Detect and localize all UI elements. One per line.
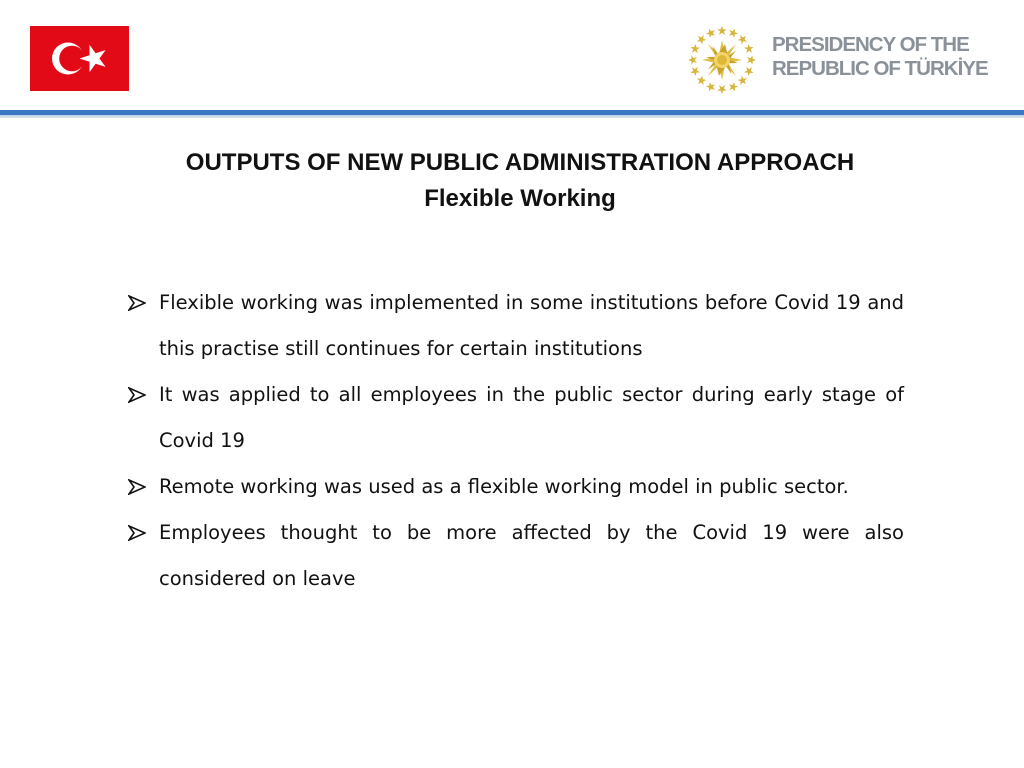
arrow-bullet-icon: [128, 387, 146, 403]
arrow-bullet-icon: [128, 295, 146, 311]
slide-title: OUTPUTS OF NEW PUBLIC ADMINISTRATION APPROACH: [185, 149, 855, 176]
bullet-text: Flexible working was implemented in some institutions before Covid 19 and this practise still continues for certain institutions: [159, 291, 904, 360]
header-divider: [0, 110, 1024, 118]
bullet-text: Employees thought to be more affected by the Covid 19 were also considered on leave: [159, 521, 904, 590]
turkish-flag-icon: [30, 26, 129, 91]
arrow-bullet-icon: [128, 479, 146, 495]
bullet-item: [128, 372, 904, 464]
org-name-line1: PRESIDENCY OF THE: [772, 33, 969, 56]
bullet-text: It was applied to all employees in the public sector during early stage of Covid 19: [159, 383, 904, 452]
arrow-bullet-icon: [128, 525, 146, 541]
org-name-line2: REPUBLIC OF TÜRKİYE: [772, 57, 988, 80]
bullet-item: [128, 510, 904, 602]
bullet-item: [128, 280, 904, 372]
bullet-item: [128, 464, 904, 510]
bullet-text: Remote working was used as a flexible working model in public sector.: [159, 475, 849, 498]
slide-subtitle: Flexible Working: [424, 185, 616, 212]
presidential-emblem-icon: [686, 24, 758, 96]
org-name: [772, 33, 988, 81]
bullet-list: [128, 280, 904, 602]
